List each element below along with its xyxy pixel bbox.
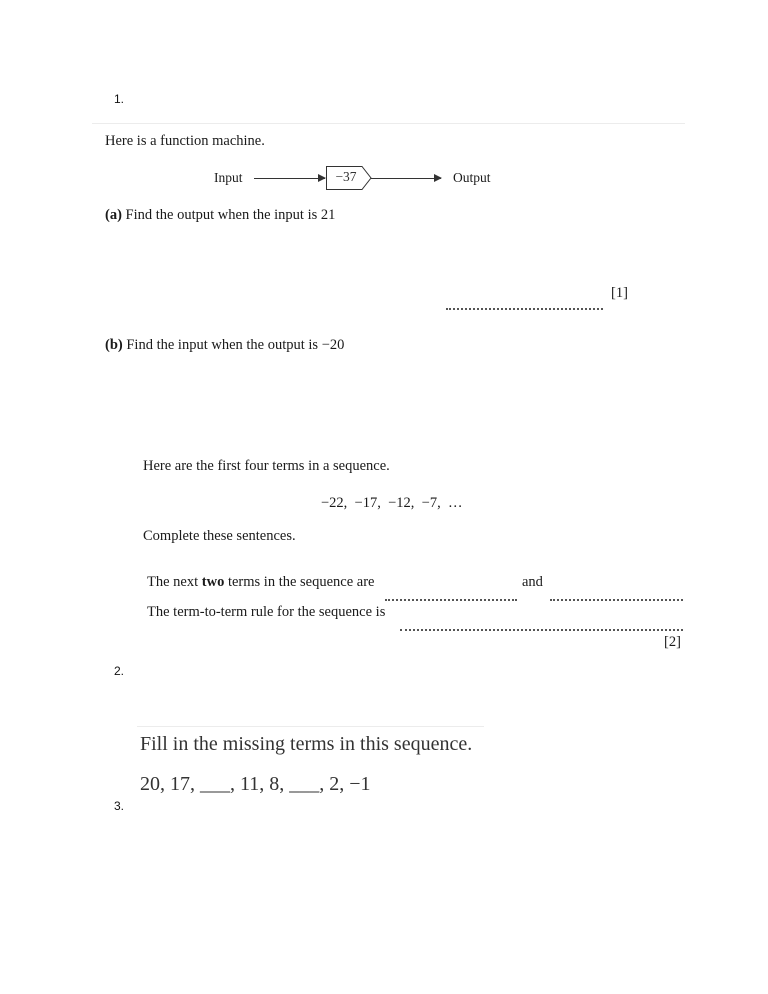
bold-two: two [201,574,225,590]
part-a-text: Find the output when the input is 21 [125,207,336,223]
sentence-next-two-terms: The next two terms in the sequence are [147,574,375,590]
part-a-label: (a) [105,207,122,223]
operation-label: −37 [335,169,357,184]
question-number-3: 3. [114,799,125,813]
answer-line-term-5[interactable] [385,588,517,606]
output-arrow [371,178,441,179]
section-divider [92,123,685,124]
sequence-instruction: Complete these sentences. [143,528,296,544]
answer-line-rule[interactable] [400,618,683,636]
and-label: and [522,574,543,590]
input-arrow [254,178,325,179]
sequence-terms: −22, −17, −12, −7, … [321,495,463,511]
sentence-term-to-term-rule: The term-to-term rule for the sequence is [147,604,386,620]
part-b-label: (b) [105,337,123,353]
answer-line-term-6[interactable] [550,588,683,606]
question-number-1: 1. [114,92,125,106]
question-number-2: 2. [114,664,125,678]
input-label: Input [214,170,243,185]
output-label: Output [453,170,491,185]
marks-sequence: [2] [664,634,681,650]
missing-terms-sequence: 20, 17, ___, 11, 8, ___, 2, −1 [140,773,371,795]
section-divider-2 [137,726,484,727]
operation-box [326,166,372,189]
sequence-intro: Here are the first four terms in a sequence. [143,458,390,474]
part-a [105,207,335,224]
function-machine-intro: Here is a function machine. [105,133,265,149]
part-b [105,337,344,354]
answer-line-a[interactable] [446,297,603,315]
marks-a: [1] [611,285,628,301]
missing-terms-instruction: Fill in the missing terms in this sequence. [140,733,473,755]
part-b-text: Find the input when the output is −20 [126,337,345,353]
